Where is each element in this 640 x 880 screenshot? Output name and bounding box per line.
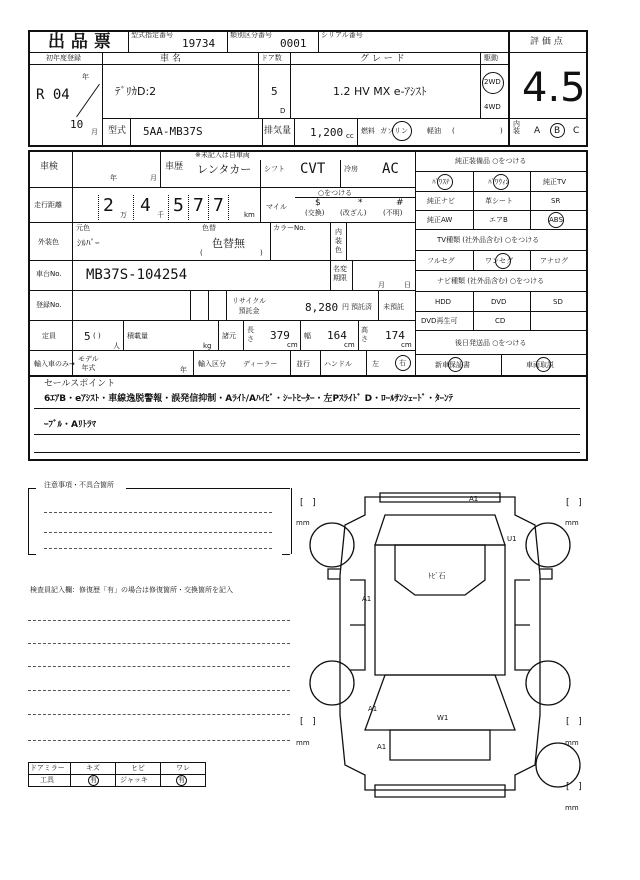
length-value: 379	[270, 329, 290, 342]
wheel-rear-right	[526, 661, 570, 705]
car-name: ﾃﾞﾘｶD:2	[115, 85, 157, 98]
displacement-value: 1,200	[310, 126, 344, 139]
mileage-digit-3: 5	[173, 195, 184, 216]
mileage-digit-1: 2	[103, 195, 114, 216]
ac-value: AC	[382, 161, 399, 177]
mileage-digit-4: 7	[193, 195, 204, 216]
height-value: 174	[385, 329, 405, 342]
damage-mark-bumper: A1	[377, 743, 387, 751]
width-value: 164	[327, 329, 347, 342]
rating-label: 評 価 点	[530, 37, 563, 47]
wheel-rear-left	[310, 661, 354, 705]
notes-bracket	[28, 488, 292, 554]
rating-score: 4.5	[522, 65, 586, 111]
model-code: 19734	[182, 37, 216, 50]
damage-mark-right: U1	[507, 535, 517, 543]
sales-line-2: ｰﾌﾞﾙ・Aﾘﾄﾗﾏ	[44, 420, 96, 430]
damage-mark-left: A1	[362, 595, 372, 603]
reg-month: 10	[70, 118, 84, 131]
damage-mark-rear: W1	[437, 714, 449, 722]
interior-opt-b: B	[554, 126, 561, 136]
shift-value: CVT	[300, 161, 326, 177]
interior-opt-a: A	[534, 126, 541, 136]
damage-mark-rear-left: A1	[368, 705, 378, 713]
damage-mark-front: A1	[469, 495, 479, 503]
usage-value: レンタカー	[197, 163, 252, 176]
recycle-value: 8,280	[305, 301, 339, 314]
color-change: 色替無	[212, 237, 245, 250]
grade-value: 1.2 HV MX e-ｱｼｽﾄ	[333, 85, 427, 98]
sales-line-1: 6ｴｱB・eｱｼｽﾄ・車線逸脱警報・誤発信抑制・Aﾗｲﾄ/Aﾊｲﾋﾞ・ｼｰﾄﾋｰﾀｰ・左Pｽﾗｲﾄﾞ D・ﾛｰﾙｻﾝｼｪｰﾄﾞ・ﾀｰﾝﾃ	[44, 394, 454, 404]
orig-color: ｼﾙﾊﾞｰ	[77, 239, 100, 249]
spare-wheel	[536, 743, 580, 787]
chassis-number: MB37S-104254	[86, 267, 188, 283]
form-title: 出 品 票	[48, 32, 111, 52]
interior-opt-c: C	[573, 126, 580, 136]
car-diagram	[290, 485, 590, 805]
wheel-front-left	[310, 523, 354, 567]
reg-era: R 04	[36, 87, 70, 103]
inspector-note: 検査員記入欄：修復歴「有」の場合は修復箇所・交換箇所を記入	[30, 586, 233, 594]
type-value: 5AA-MB37S	[143, 125, 203, 138]
category-number: 0001	[280, 37, 307, 50]
capacity-value: 5	[84, 330, 91, 343]
mileage-digit-5: 7	[213, 195, 224, 216]
door-count: 5	[271, 85, 278, 98]
mileage-digit-2: 4	[140, 195, 151, 216]
wheel-front-right	[526, 523, 570, 567]
damage-mark-chip: ﾄﾋﾞ石	[428, 572, 446, 580]
